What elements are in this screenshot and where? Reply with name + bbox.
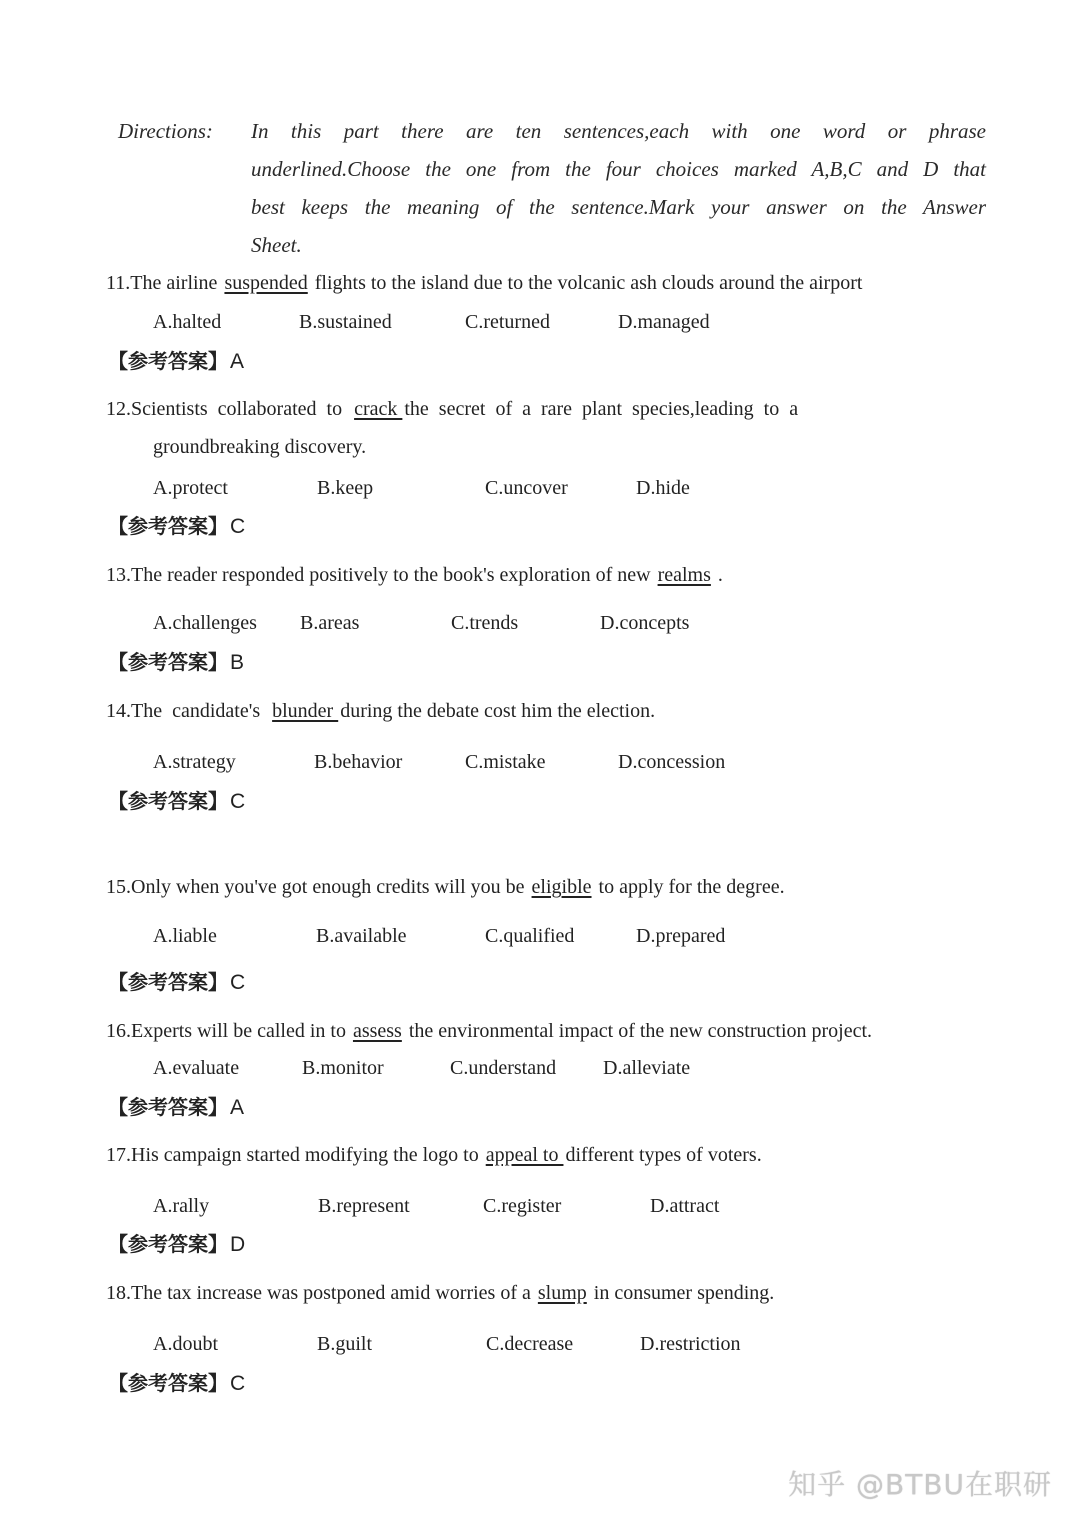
underlined-word: crack xyxy=(354,398,403,420)
answer-letter: C xyxy=(230,971,246,994)
answer-label: 【参考答案】 xyxy=(108,1095,228,1119)
option-d: D.prepared xyxy=(636,925,726,947)
answer-letter: C xyxy=(230,790,246,813)
answer-letter: A xyxy=(230,1096,245,1119)
answer-label: 【参考答案】 xyxy=(108,970,228,994)
underlined-word: blunder xyxy=(272,700,339,722)
question-text: 15.Only when you've got enough credits will you be xyxy=(106,876,530,898)
answer-letter: C xyxy=(230,1372,246,1395)
option-d: D.attract xyxy=(650,1195,720,1217)
question-13 xyxy=(106,561,723,589)
question-text: 14.The candidate's xyxy=(106,700,271,722)
option-a: A.challenges xyxy=(153,612,257,634)
answer-letter: C xyxy=(230,515,246,538)
answer-letter: B xyxy=(230,651,245,674)
option-a: A.halted xyxy=(153,311,222,333)
option-d: D.hide xyxy=(636,477,690,499)
option-c: C.understand xyxy=(450,1057,557,1079)
question-text: to apply for the degree. xyxy=(593,876,785,898)
option-b: B.sustained xyxy=(299,311,392,333)
directions-label: Directions: xyxy=(118,119,213,143)
option-a: A.strategy xyxy=(153,751,236,773)
question-17 xyxy=(106,1141,762,1169)
option-d: D.concession xyxy=(618,751,726,773)
option-b: B.guilt xyxy=(317,1333,373,1355)
option-a: A.protect xyxy=(153,477,228,499)
question-text: 13.The reader responded positively to the book's exploration of new xyxy=(106,564,656,586)
answer-18 xyxy=(108,1369,245,1398)
answer-17 xyxy=(108,1230,245,1259)
question-text: 18.The tax increase was postponed amid worries of a xyxy=(106,1282,536,1304)
question-text: 11.The airline xyxy=(106,272,223,294)
answer-13 xyxy=(108,648,244,677)
option-c: C.mistake xyxy=(465,751,546,773)
option-d: D.alleviate xyxy=(603,1057,691,1079)
answer-label: 【参考答案】 xyxy=(108,349,228,373)
question-14 xyxy=(106,697,655,725)
question-text: during the debate cost him the election. xyxy=(340,700,656,722)
answer-label: 【参考答案】 xyxy=(108,789,228,813)
option-c: C.qualified xyxy=(485,925,575,947)
question-text: the secret of a rare plant species,leading to a xyxy=(404,398,799,420)
answer-12 xyxy=(108,512,245,541)
option-a: A.doubt xyxy=(153,1333,218,1355)
question-text: in consumer spending. xyxy=(588,1282,775,1304)
option-d: D.restriction xyxy=(640,1333,741,1355)
underlined-word: eligible xyxy=(531,876,592,898)
directions-text: In this part there are ten sentences,each with one word or phrase underlined.Choose the one from the four choices marked A,B,C and D that best keeps the meaning of the sentence.Mark your answer on the Answer Sheet. xyxy=(251,119,986,257)
option-b: B.behavior xyxy=(314,751,403,773)
option-c: C.register xyxy=(483,1195,562,1217)
option-b: B.areas xyxy=(300,612,360,634)
answer-label: 【参考答案】 xyxy=(108,1371,228,1395)
underlined-word: suspended xyxy=(224,272,308,294)
option-a: A.liable xyxy=(153,925,217,947)
underlined-word: appeal to xyxy=(485,1144,564,1166)
option-a: A.evaluate xyxy=(153,1057,240,1079)
underlined-word: realms xyxy=(657,564,711,586)
question-18 xyxy=(106,1279,774,1307)
question-12-continuation: groundbreaking discovery. xyxy=(153,436,367,458)
question-text: flights to the island due to the volcanic ash clouds around the airport xyxy=(309,272,863,294)
option-d: D.managed xyxy=(618,311,710,333)
watermark: 知乎 @BTBU在职研 xyxy=(788,1468,1052,1501)
question-text: . xyxy=(712,564,723,586)
option-b: B.monitor xyxy=(302,1057,384,1079)
question-11 xyxy=(106,269,862,297)
underlined-word: slump xyxy=(537,1282,587,1304)
option-b: B.represent xyxy=(318,1195,410,1217)
option-a: A.rally xyxy=(153,1195,210,1217)
answer-16 xyxy=(108,1093,244,1122)
question-16 xyxy=(106,1017,872,1045)
answer-14 xyxy=(108,787,245,816)
answer-letter: D xyxy=(230,1233,246,1256)
option-c: C.trends xyxy=(451,612,519,634)
option-b: B.keep xyxy=(317,477,374,499)
answer-label: 【参考答案】 xyxy=(108,650,228,674)
option-c: C.uncover xyxy=(485,477,568,499)
question-text: different types of voters. xyxy=(565,1144,762,1166)
option-b: B.available xyxy=(316,925,407,947)
option-c: C.returned xyxy=(465,311,550,333)
option-c: C.decrease xyxy=(486,1333,574,1355)
answer-label: 【参考答案】 xyxy=(108,514,228,538)
question-text: the environmental impact of the new construction project. xyxy=(403,1020,873,1042)
option-d: D.concepts xyxy=(600,612,690,634)
question-text: 17.His campaign started modifying the logo to xyxy=(106,1144,484,1166)
underlined-word: assess xyxy=(352,1020,402,1042)
question-15 xyxy=(106,873,785,901)
answer-11 xyxy=(108,347,244,376)
answer-label: 【参考答案】 xyxy=(108,1232,228,1256)
question-text: 12.Scientists collaborated to xyxy=(106,398,353,420)
answer-15 xyxy=(108,968,245,997)
question-text: 16.Experts will be called in to xyxy=(106,1020,351,1042)
answer-letter: A xyxy=(230,350,245,373)
question-12 xyxy=(106,395,798,423)
